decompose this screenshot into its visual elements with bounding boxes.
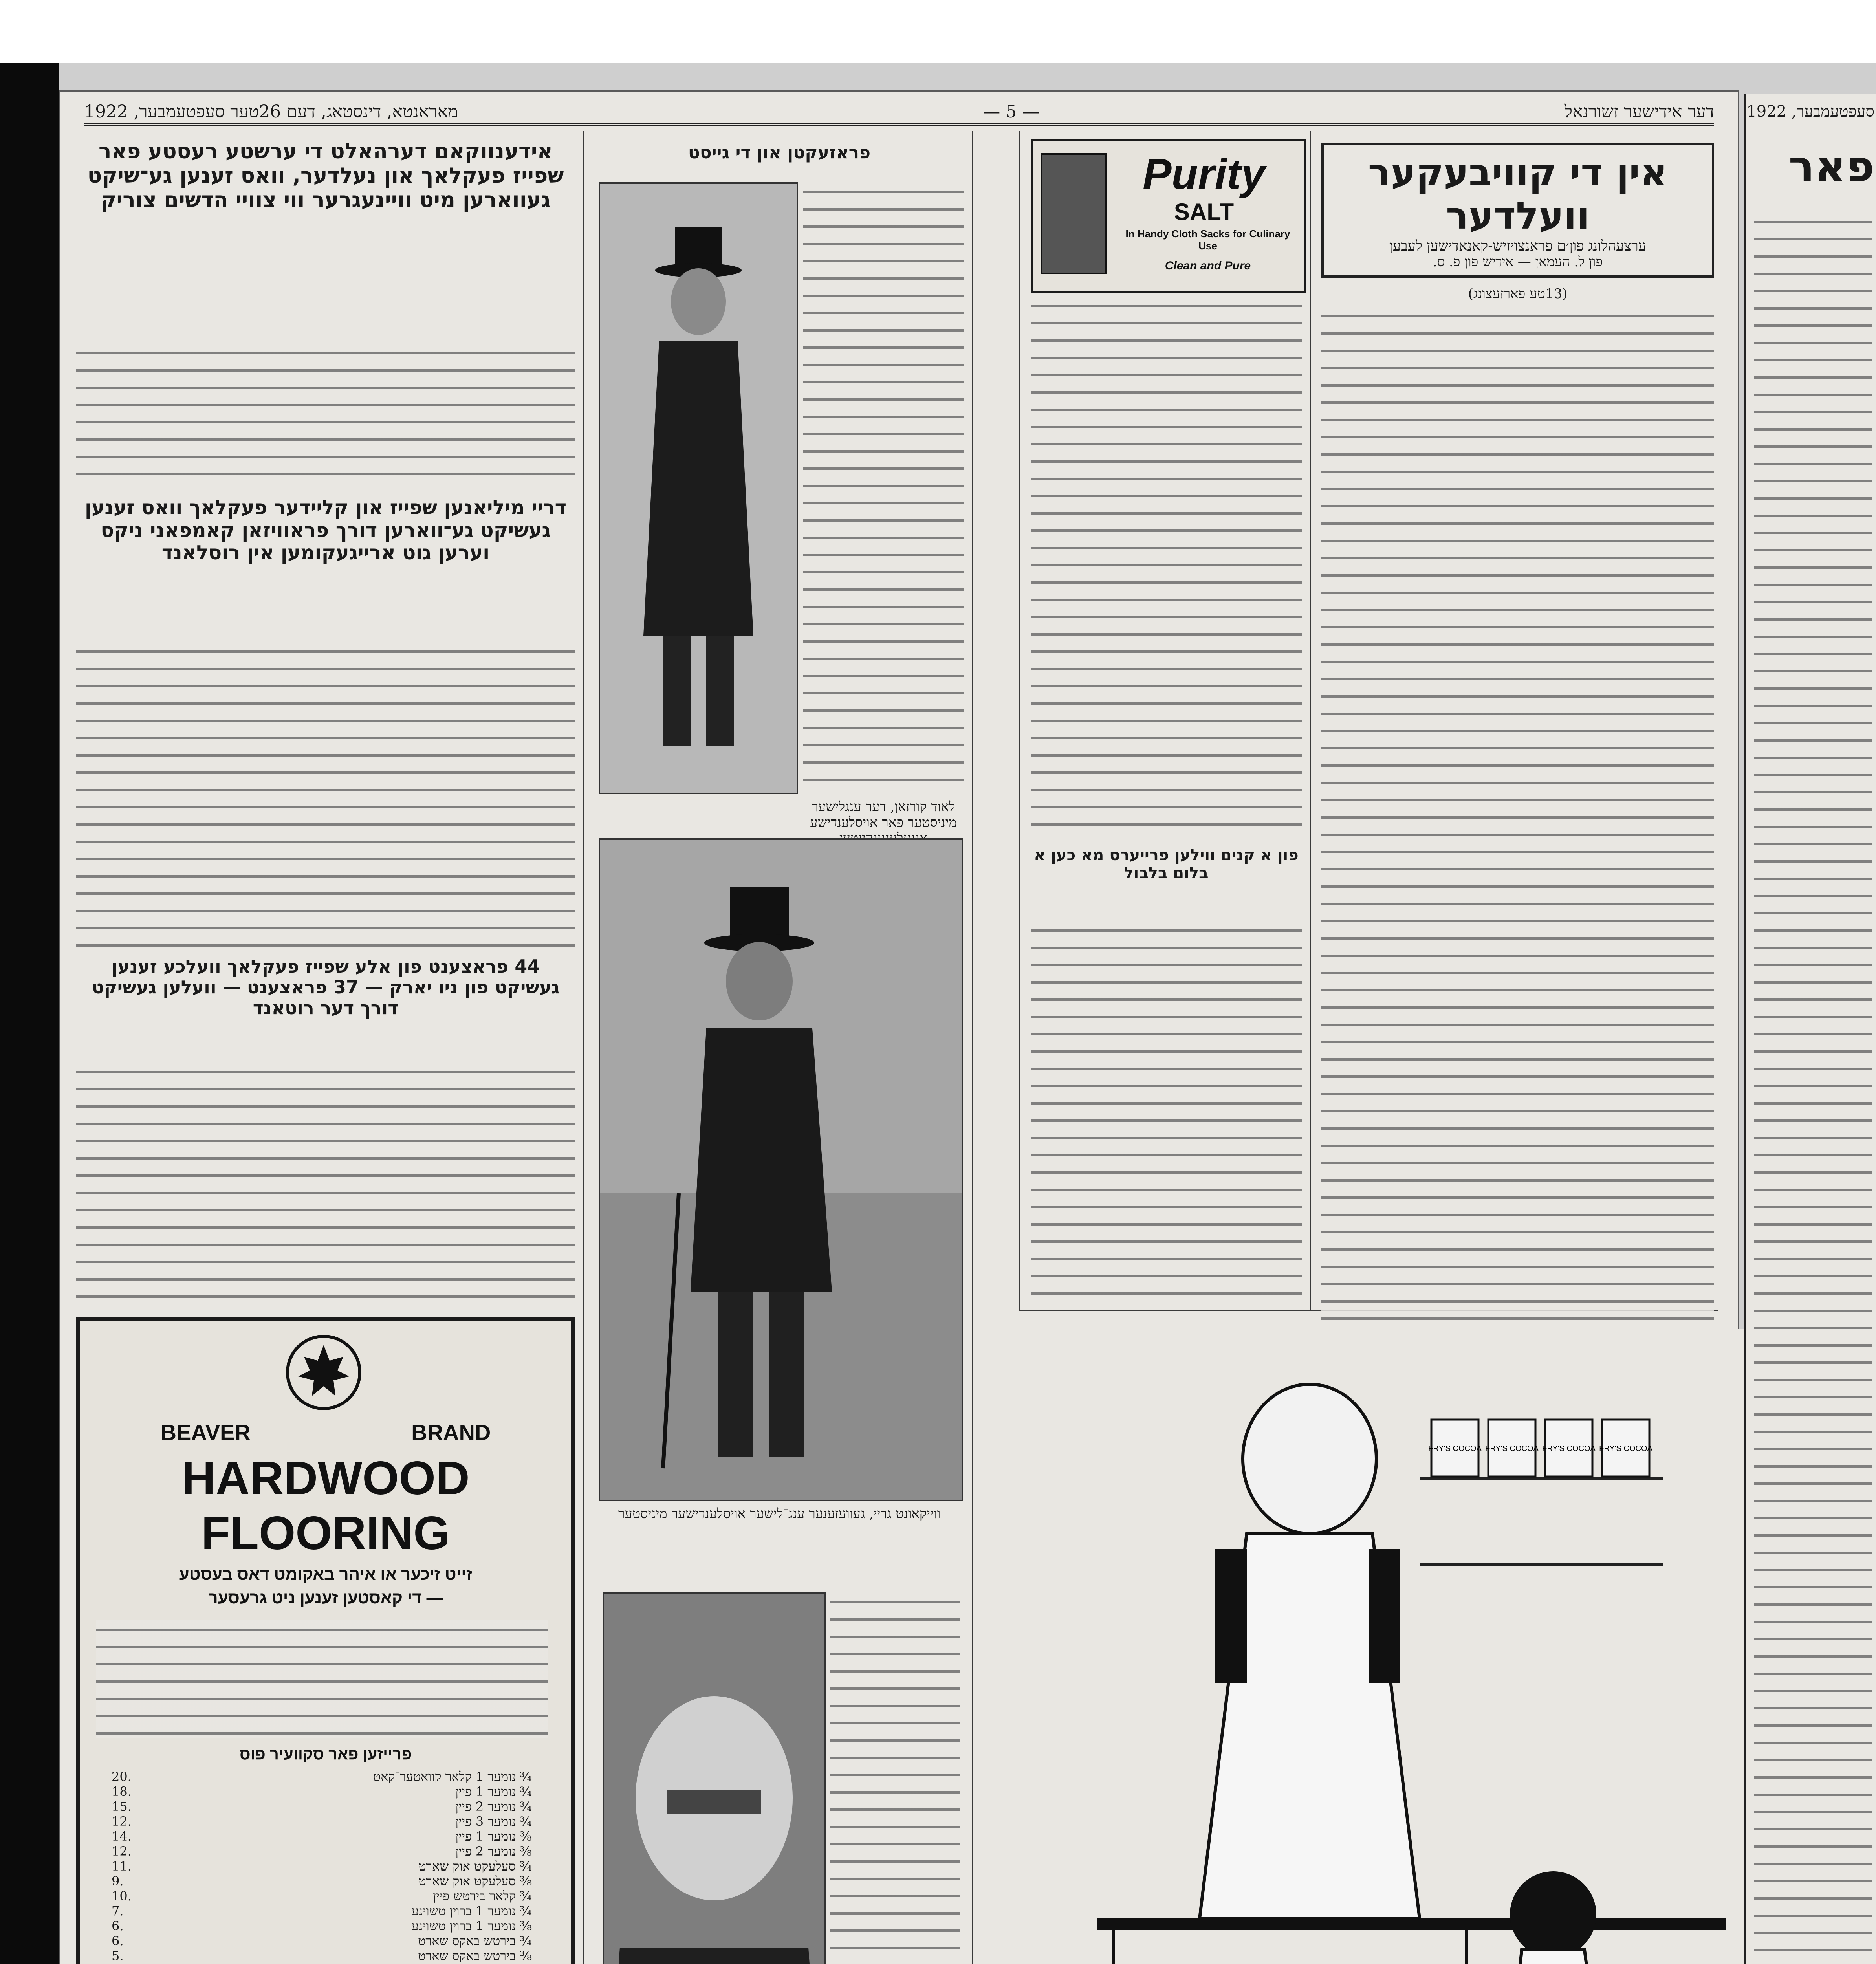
brief-items-headline: 44 פראצענט פון אלע שפייז פעקלאך וועלכע זענען געשיקט פון ניו יארק — 37 פראצענט — וועלען געשיקט דורך דער רוטאנד — [92, 956, 560, 1019]
price-label: ⅜ נומער 2 פיין — [455, 1844, 532, 1859]
price-label: ⅜ סעלעקט אוק שארט — [418, 1874, 532, 1889]
caption-curzon: לאוד קורזאן, דער ענגלישער מיניסטער פאר אויסלענדישע — [810, 799, 957, 830]
column-rule — [1019, 131, 1020, 1310]
purity-salt-label: SALT — [1174, 199, 1234, 225]
price-label: ¾ קלאר בירטש פיין — [433, 1889, 532, 1904]
price-value: .6 — [112, 1918, 124, 1933]
price-row — [96, 1948, 548, 1963]
price-value: .12 — [112, 1814, 132, 1829]
price-label: ¾ נומער 2 פיין — [455, 1799, 532, 1814]
beaver-label: BEAVER — [160, 1420, 251, 1445]
photo-lord-curzon — [599, 182, 798, 794]
story-title-box — [1321, 143, 1714, 278]
small-feature-body — [1031, 921, 1302, 1298]
beaver-slogan: זייט זיכער או איהר באקומט דאס בעסטע — [179, 1565, 473, 1583]
photo-king-emmanuel — [603, 1592, 826, 1964]
portrait-man-icon — [604, 1594, 824, 1964]
story-installment: (13טע פארזעצונג) — [1468, 286, 1568, 302]
man-in-top-hat-icon — [600, 184, 797, 793]
newspaper-page — [59, 90, 1739, 1964]
strip-body-text — [1754, 212, 1872, 1964]
masthead-page-number: — 5 — — [983, 101, 1040, 122]
small-feature-headline: פון א קנים ווילען פרייערס מא כען א בלום בלבול — [1034, 846, 1299, 882]
cocoa-box-label: FRY'S COCOA — [1428, 1444, 1482, 1453]
cocoa-box-label: FRY'S COCOA — [1599, 1444, 1652, 1453]
column-rule — [1310, 131, 1311, 1310]
price-row — [96, 1784, 548, 1799]
price-row — [96, 1933, 548, 1948]
price-row — [96, 1904, 548, 1918]
masthead-paper-name: דער אידישער זשורנאל — [1564, 101, 1714, 122]
article-brief-items — [76, 956, 575, 1058]
price-label: ⅜ בירטש באקס שארט — [418, 1948, 532, 1963]
peace-feature-head — [595, 143, 964, 174]
price-value: .20 — [112, 1769, 132, 1784]
price-list — [96, 1769, 548, 1963]
cocoa-box-icon — [1428, 1420, 1482, 1477]
peace-feature-body — [803, 182, 964, 791]
purity-tagline: In Handy Cloth Sacks for Culinary Use — [1125, 228, 1290, 252]
cocoa-box-label: FRY'S COCOA — [1542, 1444, 1596, 1453]
price-row — [96, 1859, 548, 1874]
price-label: ¾ נומער 1 קלאר קוואטער־קאט — [373, 1769, 532, 1784]
russian-jews-body — [76, 343, 575, 485]
story-byline: פון ל. העמאן — אידיש פון פ. ס. — [1433, 254, 1603, 270]
express-packages-headline: דריי מיליאנען שפייז און קליידער פעקלאך וואס זענען געשיקט גע־ווארען דורך פראוויזאן קאמפאני ניקס וערען גוט ארייגעקומען אין רוסלאנד — [84, 496, 567, 564]
beaver-slogan-2: — די קאסטען זענען ניט גרעסער — [208, 1588, 443, 1607]
man-with-cane-icon — [600, 840, 962, 1500]
article-small-feature-head — [1031, 846, 1302, 917]
price-value: .12 — [112, 1844, 132, 1859]
column-rule — [583, 131, 584, 1964]
price-value: .6 — [112, 1933, 124, 1948]
price-label: ⅜ נומער 1 ברוין טשוינע — [411, 1918, 532, 1933]
scan-top-margin — [0, 0, 1876, 63]
story-subhead: ערצעהלונג פון׳ם פראנצויזיש-קאנאדישען לעבען — [1389, 238, 1647, 254]
hardwood-title: HARDWOOD — [181, 1452, 470, 1504]
price-value: .9 — [112, 1874, 124, 1889]
purity-clean-pure: Clean and Pure — [1165, 259, 1251, 272]
price-value: .10 — [112, 1889, 132, 1904]
price-label: ¾ סעלעקט אוק שארט — [418, 1859, 532, 1874]
caption-grey: ווייקאונט גריי, געוועזענער ענג־לישער אויסלענדישער מיניסטער — [618, 1506, 941, 1522]
price-row — [96, 1844, 548, 1859]
price-value: .7 — [112, 1904, 124, 1918]
article-continued-text — [1031, 296, 1302, 838]
masthead-date: מאראנטא, דינסטאג, דעם 26טער סעפטעמבער, 1922 — [84, 101, 458, 122]
purity-salt-ad — [1031, 139, 1306, 293]
price-row — [96, 1889, 548, 1904]
brand-label: BRAND — [411, 1420, 491, 1445]
russian-jews-headline: אידענווקאם דערהאלט די ערשטע רעסטע פאר שפייז פעקלאך און נעלדער, וואס זענען גע־שיקט געווארען מיט וויינעגרער ווי צוויי הדשים צוריק — [87, 139, 564, 213]
cocoa-box-icon — [1599, 1420, 1652, 1477]
price-value: .11 — [112, 1859, 132, 1874]
cocoa-box-icon — [1485, 1420, 1539, 1477]
cartoon-frys-cocoa — [1027, 1329, 1789, 1964]
bottom-photo-article — [830, 1592, 960, 1964]
adjacent-page-strip — [1744, 94, 1876, 1964]
cocoa-box-icon — [1542, 1420, 1596, 1477]
article-russian-jews — [76, 139, 575, 335]
price-label: ⅜ נומער 1 פיין — [455, 1829, 532, 1844]
maple-leaf-icon — [284, 1333, 363, 1412]
brief-items-body — [76, 1062, 575, 1306]
peace-feature-headline: פראזעקטן און די גייסט — [688, 143, 871, 163]
beaver-ad-text — [96, 1620, 548, 1738]
beaver-brand-row — [80, 1420, 571, 1445]
story-body-text — [1321, 306, 1714, 1320]
article-children-story — [1321, 143, 1714, 1298]
scan-left-edge — [0, 63, 59, 1964]
prices-title: פרייזען פאר סקוועיר פוס — [239, 1746, 412, 1763]
price-value: .15 — [112, 1799, 132, 1814]
price-row — [96, 1918, 548, 1933]
story-headline: אין די קוויבעקער וועלדער — [1368, 150, 1668, 238]
price-value: .18 — [112, 1784, 132, 1799]
price-value: .14 — [112, 1829, 132, 1844]
express-packages-body — [76, 642, 575, 948]
price-label: ¾ נומער 1 פיין — [455, 1784, 532, 1799]
price-row — [96, 1874, 548, 1889]
column-rule — [972, 131, 973, 1964]
price-label: ¾ נומער 1 ברוין טשוינע — [411, 1904, 532, 1918]
price-row — [96, 1799, 548, 1814]
cocoa-box-label: FRY'S COCOA — [1485, 1444, 1539, 1453]
strip-date: סעפטעמבער, 1922 — [1746, 103, 1874, 121]
price-label: ¾ נומער 3 פיין — [455, 1814, 532, 1829]
purity-title: Purity — [1143, 150, 1265, 198]
price-value: .5 — [112, 1948, 124, 1963]
price-row — [96, 1829, 548, 1844]
flooring-title: FLOORING — [201, 1507, 450, 1559]
strip-headline: פאר — [1788, 141, 1874, 191]
masthead — [84, 100, 1714, 126]
beaver-brand-flooring-ad — [76, 1317, 575, 1964]
price-row — [96, 1769, 548, 1784]
price-row — [96, 1814, 548, 1829]
article-express-packages — [76, 496, 575, 638]
price-label: ¾ בירטש באקס שארט — [418, 1933, 532, 1948]
photo-viscount-grey — [599, 838, 963, 1501]
grocer-and-child-illustration — [1027, 1329, 1789, 1964]
